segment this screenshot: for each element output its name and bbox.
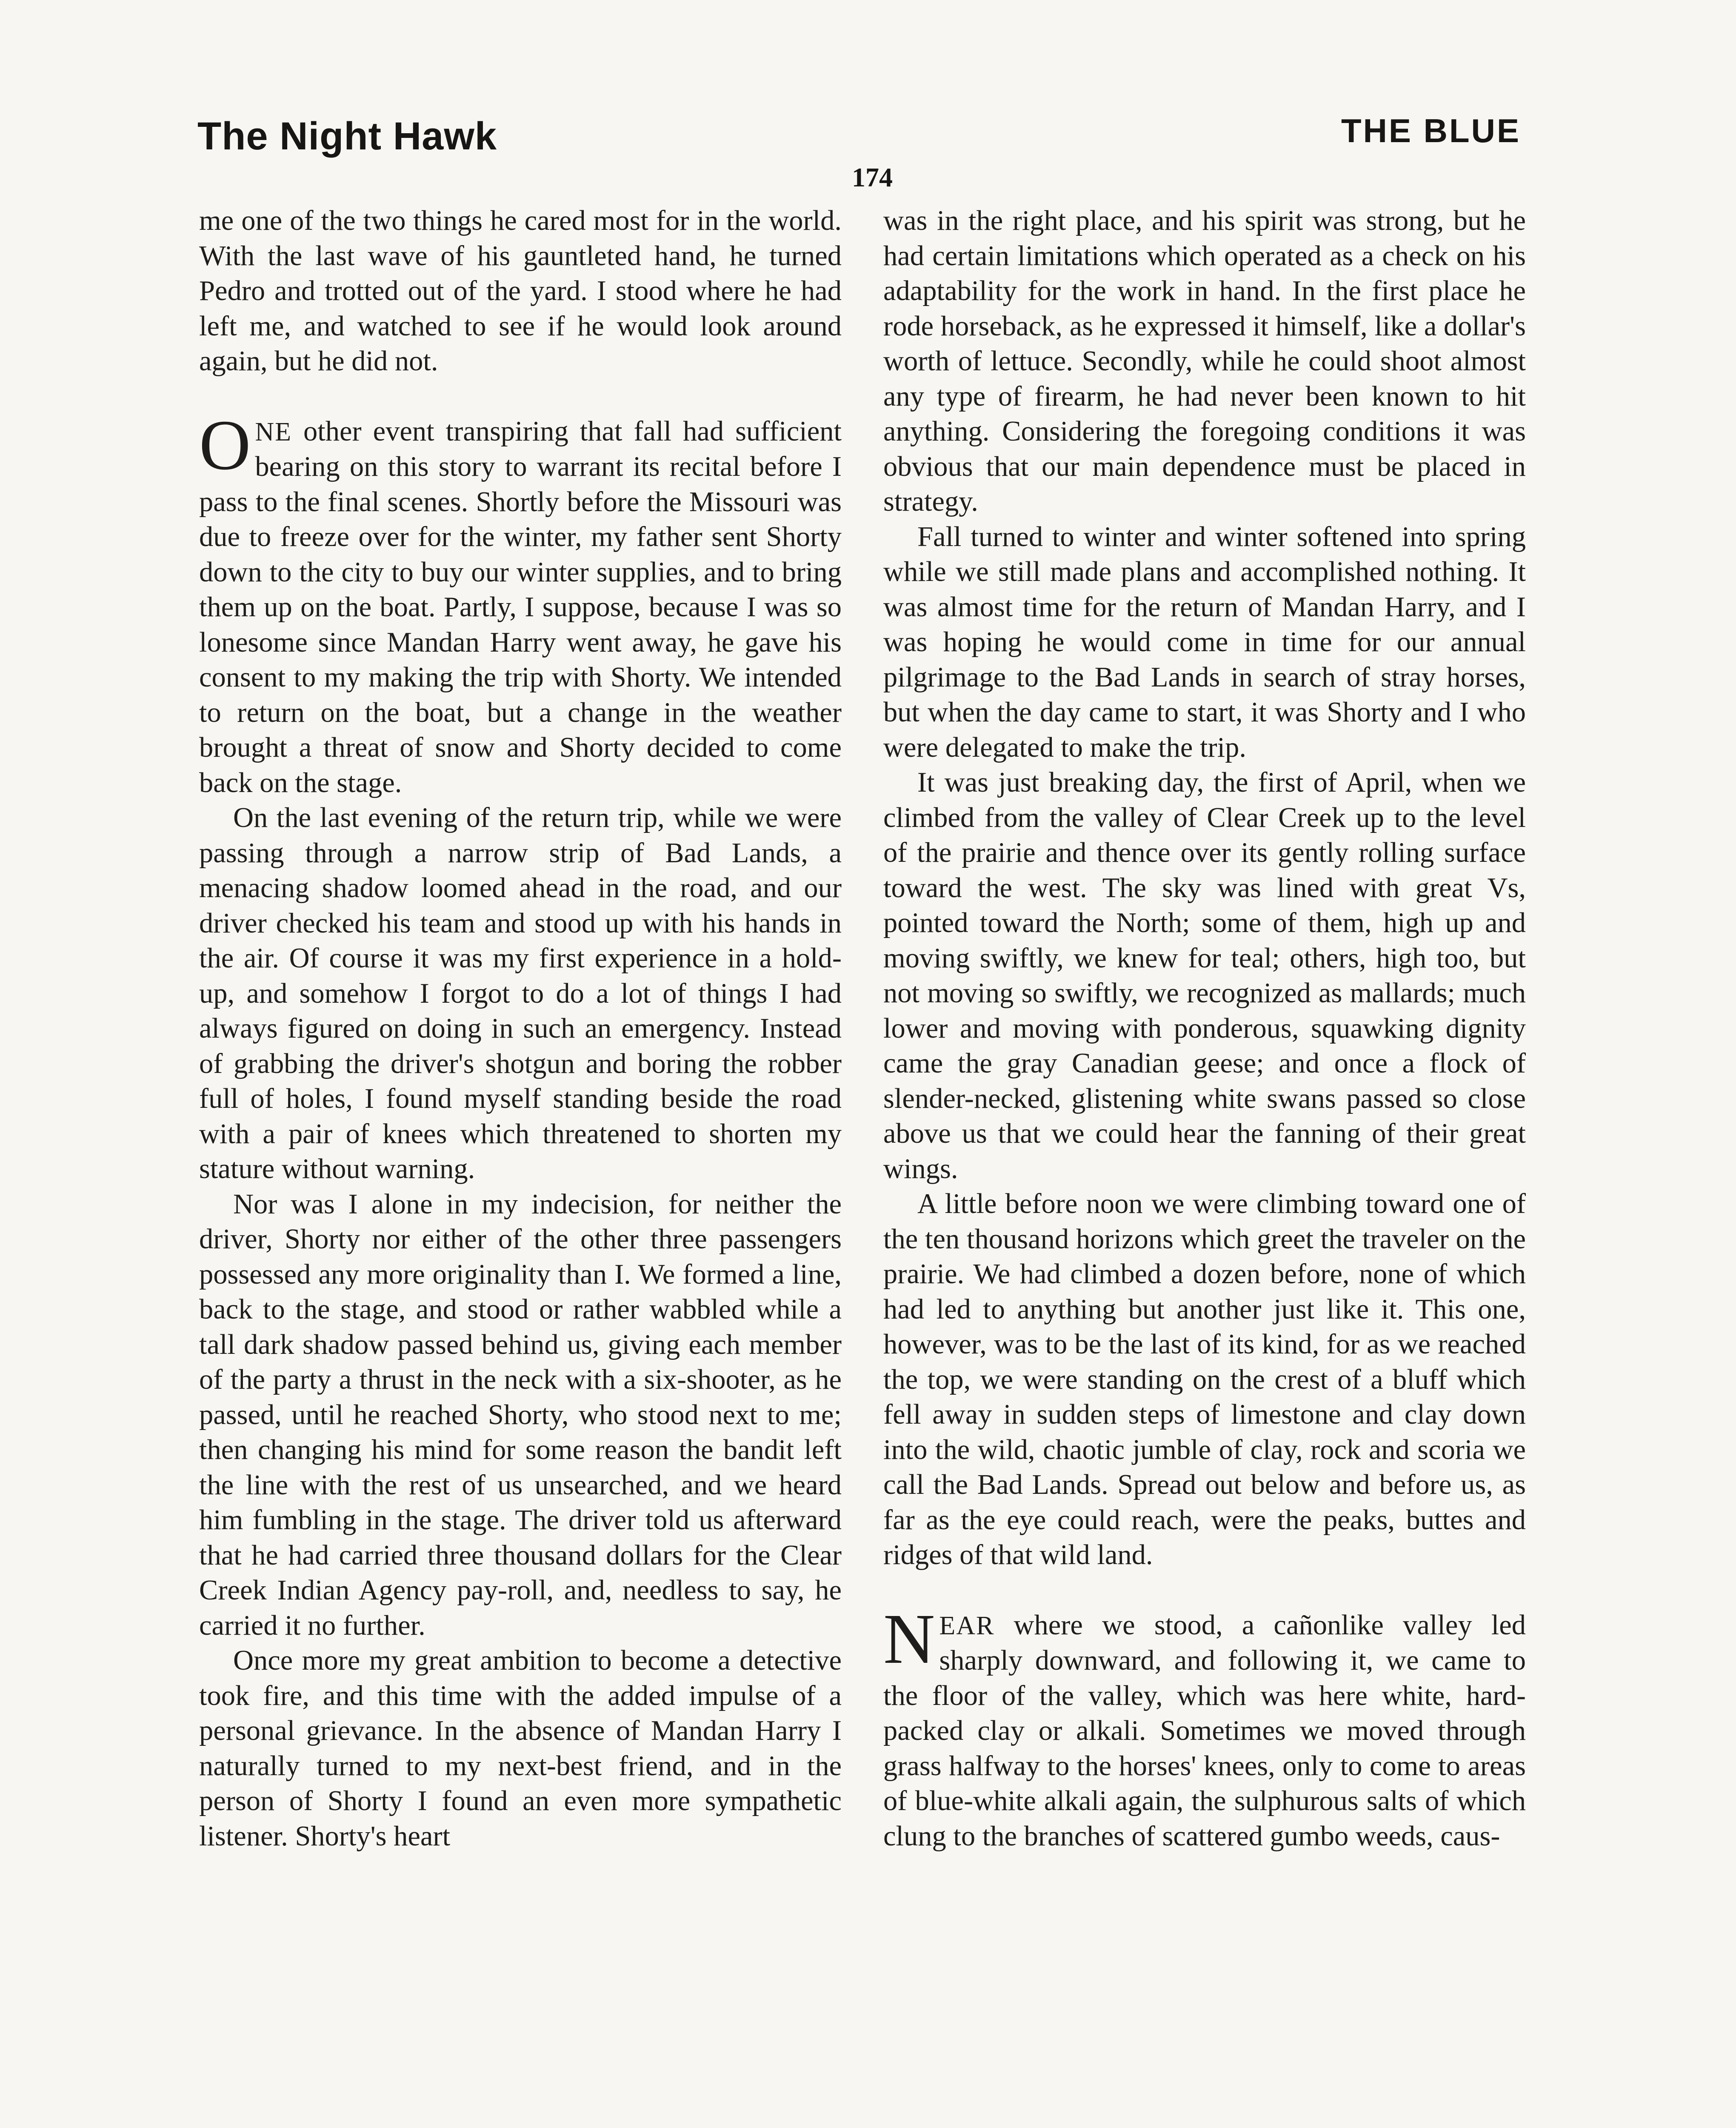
magazine-running-head: THE BLUE [1341,112,1521,149]
paragraph: A little before noon we were climbing toward one of the ten thousand horizons which greet the traveler on the prairie. We had climbed a dozen before, none of which had led to anything but another just like it. This one, however, was to be the last of its kind, for as we reached the top, we were standing on the crest of a bluff which fell away in sudden steps of limestone and clay down into the wild, chaotic jumble of clay, rock and scoria we call the Bad Lands. Spread out below and before us, as far as the eye could reach, were the peaks, buttes and ridges of that wild land. [883,1188,1526,1570]
small-caps-lead: NE [255,417,292,446]
right-text-column [883,203,1526,2128]
paragraph: On the last evening of the return trip, while we were passing through a narrow strip of Bad Lands, a menacing shadow loomed ahead in the road, and our driver checked his team and stood up with his hands in the air. Of course it was my first experience in a hold-up, and somehow I forgot to do a lot of things I had always figured on doing in such an emergency. Instead of grabbing the driver's shotgun and boring the robber full of holes, I found myself standing beside the road with a pair of knees which threatened to shorten my stature without warning. [199,802,842,1184]
paragraph: was in the right place, and his spirit was strong, but he had certain limitations which operated as a check on his adaptability for the work in hand. In the first place he rode horseback, as he expressed it himself, like a dollar's worth of lettuce. Secondly, while he could shoot almost any type of firearm, he had never been known to hit anything. Considering the foregoing conditions it was obvious that our main dependence must be placed in strategy. [883,205,1526,517]
drop-cap: N [883,1599,935,1679]
paragraph-text: where we stood, a cañonlike valley led sharply downward, and following it, we came to the floor of the valley, which was here white, hard-packed clay or alkali. Sometimes we moved through grass halfway to the horses' knees, only to come to areas of blue-white alkali again, the sulphurous salts of which clung to the branches of scattered gumbo weeds, caus- [883,1609,1526,1852]
story-title: The Night Hawk [197,114,497,158]
section-paragraph [199,405,842,801]
small-caps-lead: EAR [939,1611,995,1640]
paragraph: It was just breaking day, the first of April, when we climbed from the valley of Clear Creek up to the level of the prairie and thence over its gently rolling surface toward the west. The sky was lined with great Vs, pointed toward the North; some of them, high up and moving swiftly, we knew for teal; others, high too, but not moving so swiftly, we recognized as mallards; much lower and moving with ponderous, squawking dignity came the gray Canadian geese; and once a flock of slender-necked, glistening white swans passed so close above us that we could hear the fanning of their great wings. [883,767,1526,1184]
paragraph: Once more my great ambition to become a detective took fire, and this time with the added impulse of a personal grievance. In the absence of Mandan Harry I naturally turned to my next-best friend, and in the person of Shorty I found an even more sympathetic listener. Shorty's heart [199,1645,842,1852]
drop-cap: O [199,405,251,485]
section-paragraph [883,1599,1526,1854]
paragraph: me one of the two things he cared most for in the world. With the last wave of his gauntleted hand, he turned Pedro and trotted out of the yard. I stood where he had left me, and watched to see if he would look around again, but he did not. [199,205,842,377]
paragraph: Fall turned to winter and winter softened into spring while we still made plans and accomplished nothing. It was almost time for the return of Mandan Harry, and I was hoping he would come in time for our annual pilgrimage to the Bad Lands in search of stray horses, but when the day came to start, it was Shorty and I who were delegated to make the trip. [883,521,1526,763]
paragraph: Nor was I alone in my indecision, for neither the driver, Shorty nor either of the other three passengers possessed any more originality than I. We formed a line, back to the stage, and stood or rather wabbled while a tall dark shadow passed behind us, giving each member of the party a thrust in the neck with a six-shooter, as he passed, until he reached Shorty, who stood next to me; then changing his mind for some reason the bandit left the line with the rest of us unsearched, and we heard him fumbling in the stage. The driver told us afterward that he had carried three thousand dollars for the Clear Creek Indian Agency pay-roll, and, needless to say, he carried it no further. [199,1188,842,1641]
left-text-column [199,203,842,2128]
paragraph-text: other event transpiring that fall had sufficient bearing on this story to warrant its recital before I pass to the final scenes. Shortly before the Missouri was due to freeze over for the winter, my father sent Shorty down to the city to buy our winter supplies, and to bring them up on the boat. Partly, I suppose, because I was so lonesome since Mandan Harry went away, he gave his consent to my making the trip with Shorty. We intended to return on the boat, but a change in the weather brought a threat of snow and Shorty decided to come back on the stage. [199,415,842,798]
page-number: 174 [852,162,893,192]
